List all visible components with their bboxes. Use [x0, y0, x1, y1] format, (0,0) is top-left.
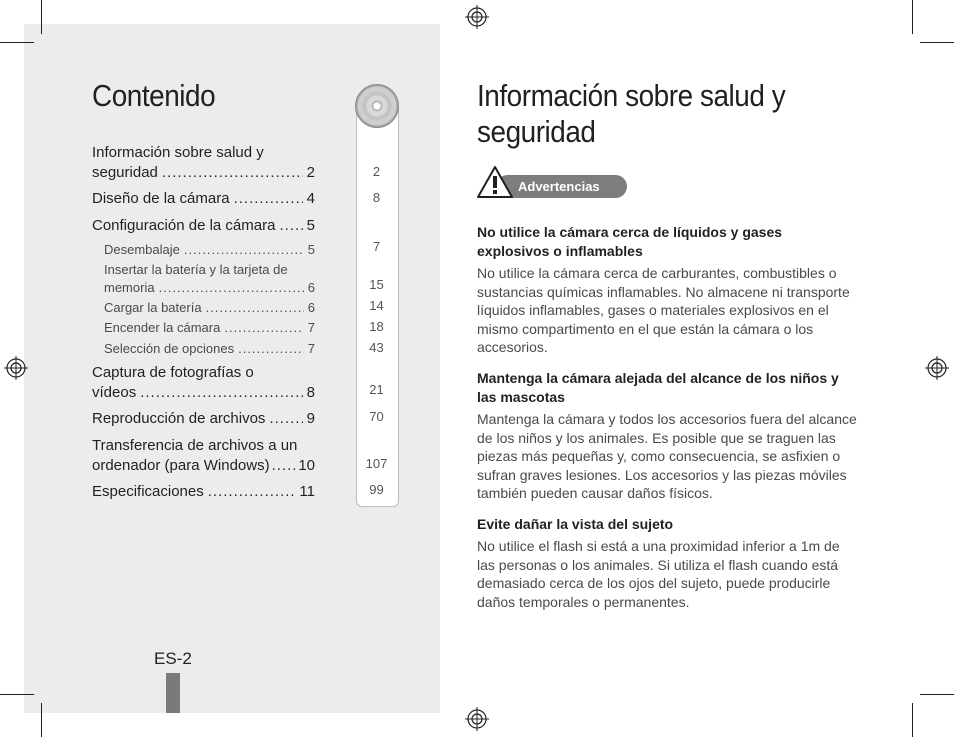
cd-page-number: 70: [369, 409, 384, 424]
toc-page-number: 5: [306, 217, 315, 234]
toc-subentry[interactable]: [104, 298, 315, 317]
toc-entry[interactable]: [92, 482, 315, 502]
toc-entry[interactable]: [92, 456, 315, 476]
crop-mark: [41, 703, 42, 737]
warning-badge: [496, 175, 627, 198]
warning-badge-label: Advertencias: [518, 179, 600, 194]
toc-page-number: 11: [299, 483, 315, 500]
toc-page-number: 5: [307, 242, 315, 257]
toc-entry-label: vídeos: [92, 384, 137, 401]
crop-mark: [41, 0, 42, 34]
cd-page-number: 15: [369, 277, 384, 292]
toc-page-number: 8: [306, 384, 315, 401]
toc-entry-label: Desembalaje: [104, 242, 180, 257]
toc-subentry[interactable]: [104, 240, 315, 259]
section-title: [477, 78, 785, 150]
registration-mark-icon: [465, 5, 489, 29]
toc-entry-label: Reproducción de archivos: [92, 410, 266, 427]
section-heading: Mantenga la cámara alejada del alcance de los niños y las mascotas: [477, 370, 839, 405]
toc-subentry[interactable]: [104, 339, 315, 358]
toc-entry-label: Configuración de la cámara: [92, 217, 276, 234]
section-heading: Evite dañar la vista del sujeto: [477, 516, 674, 532]
cd-page-number: 21: [369, 382, 384, 397]
cd-page-number: 18: [369, 319, 384, 334]
thumb-tab: [166, 673, 180, 713]
toc-entry-label: seguridad: [92, 164, 158, 181]
section-title-line: Información sobre salud y: [477, 78, 786, 113]
toc-entry[interactable]: [92, 383, 315, 403]
toc-entry-label: ordenador (para Windows): [92, 457, 270, 474]
toc-page-number: 6: [307, 300, 315, 315]
cd-disc-icon: [355, 84, 399, 128]
toc-entry[interactable]: [92, 216, 315, 236]
page-number: ES-2: [154, 649, 192, 668]
cd-page-number: 2: [372, 164, 381, 179]
toc-entry-label: Especificaciones: [92, 483, 204, 500]
registration-mark-icon: [925, 356, 949, 380]
toc-entry-label[interactable]: Transferencia de archivos a un: [92, 437, 298, 454]
crop-mark: [0, 694, 34, 695]
section-title-line: seguridad: [477, 114, 596, 149]
cd-page-number: 99: [369, 482, 384, 497]
section-body: No utilice la cámara cerca de carburantes, combustibles o sustancias químicas inflamables. No almacene ni transporte líquidos inflamables, gases o materiales explosivos en el mismo compartimento en el que están la cámara o los accesorios.: [477, 265, 850, 355]
toc-subentry[interactable]: [104, 278, 315, 297]
section-body: Mantenga la cámara y todos los accesorios fuera del alcance de los niños y los animales. Es posible que se traguen las piezas más pequeñas y, como consecuencia, se asfixien o sufran graves lesiones. Los accesorios y las piezas móviles también pueden causar daños físicos.: [477, 411, 857, 501]
toc-page-number: 7: [307, 341, 315, 356]
crop-mark: [912, 0, 913, 34]
section-body: No utilice el flash si está a una proximidad inferior a 1m de las personas o los animales. Si utiliza el flash cuando está demasiado cerca de los ojos del sujeto, puede producirle daños temporales o permanentes.: [477, 538, 840, 610]
toc-page-number: 9: [306, 410, 315, 427]
toc-entry-label: Diseño de la cámara: [92, 190, 230, 207]
registration-mark-icon: [465, 707, 489, 731]
toc-entry-label[interactable]: Información sobre salud y: [92, 144, 264, 161]
toc-entry[interactable]: [92, 409, 315, 429]
section-heading: No utilice la cámara cerca de líquidos y gases explosivos o inflamables: [477, 224, 783, 259]
toc-entry-label: Selección de opciones: [104, 341, 235, 356]
crop-mark: [920, 694, 954, 695]
crop-mark: [912, 703, 913, 737]
toc-page-number: 7: [307, 320, 315, 335]
registration-mark-icon: [4, 356, 28, 380]
toc-page-number: 4: [306, 190, 315, 207]
toc-subentry[interactable]: [104, 318, 315, 337]
toc-page-number: 2: [306, 164, 315, 181]
toc-entry-label: memoria: [104, 280, 155, 295]
toc-entry[interactable]: [92, 163, 315, 183]
crop-mark: [0, 42, 34, 43]
toc-entry-label[interactable]: Captura de fotografías o: [92, 364, 254, 381]
toc-page-number: 10: [298, 457, 315, 474]
toc-entry-label: Encender la cámara: [104, 320, 221, 335]
toc-title: Contenido: [92, 78, 216, 113]
toc-entry-label[interactable]: Insertar la batería y la tarjeta de: [104, 262, 288, 277]
cd-page-number: 8: [372, 190, 381, 205]
toc-page-number: 6: [307, 280, 315, 295]
crop-mark: [920, 42, 954, 43]
cd-page-number: 107: [365, 456, 388, 471]
toc-entry-label: Cargar la batería: [104, 300, 202, 315]
cd-page-number: 14: [369, 298, 384, 313]
toc-entry[interactable]: [92, 189, 315, 209]
cd-page-number: 7: [372, 239, 381, 254]
warning-triangle-icon: [476, 165, 514, 199]
cd-page-number: 43: [369, 340, 384, 355]
